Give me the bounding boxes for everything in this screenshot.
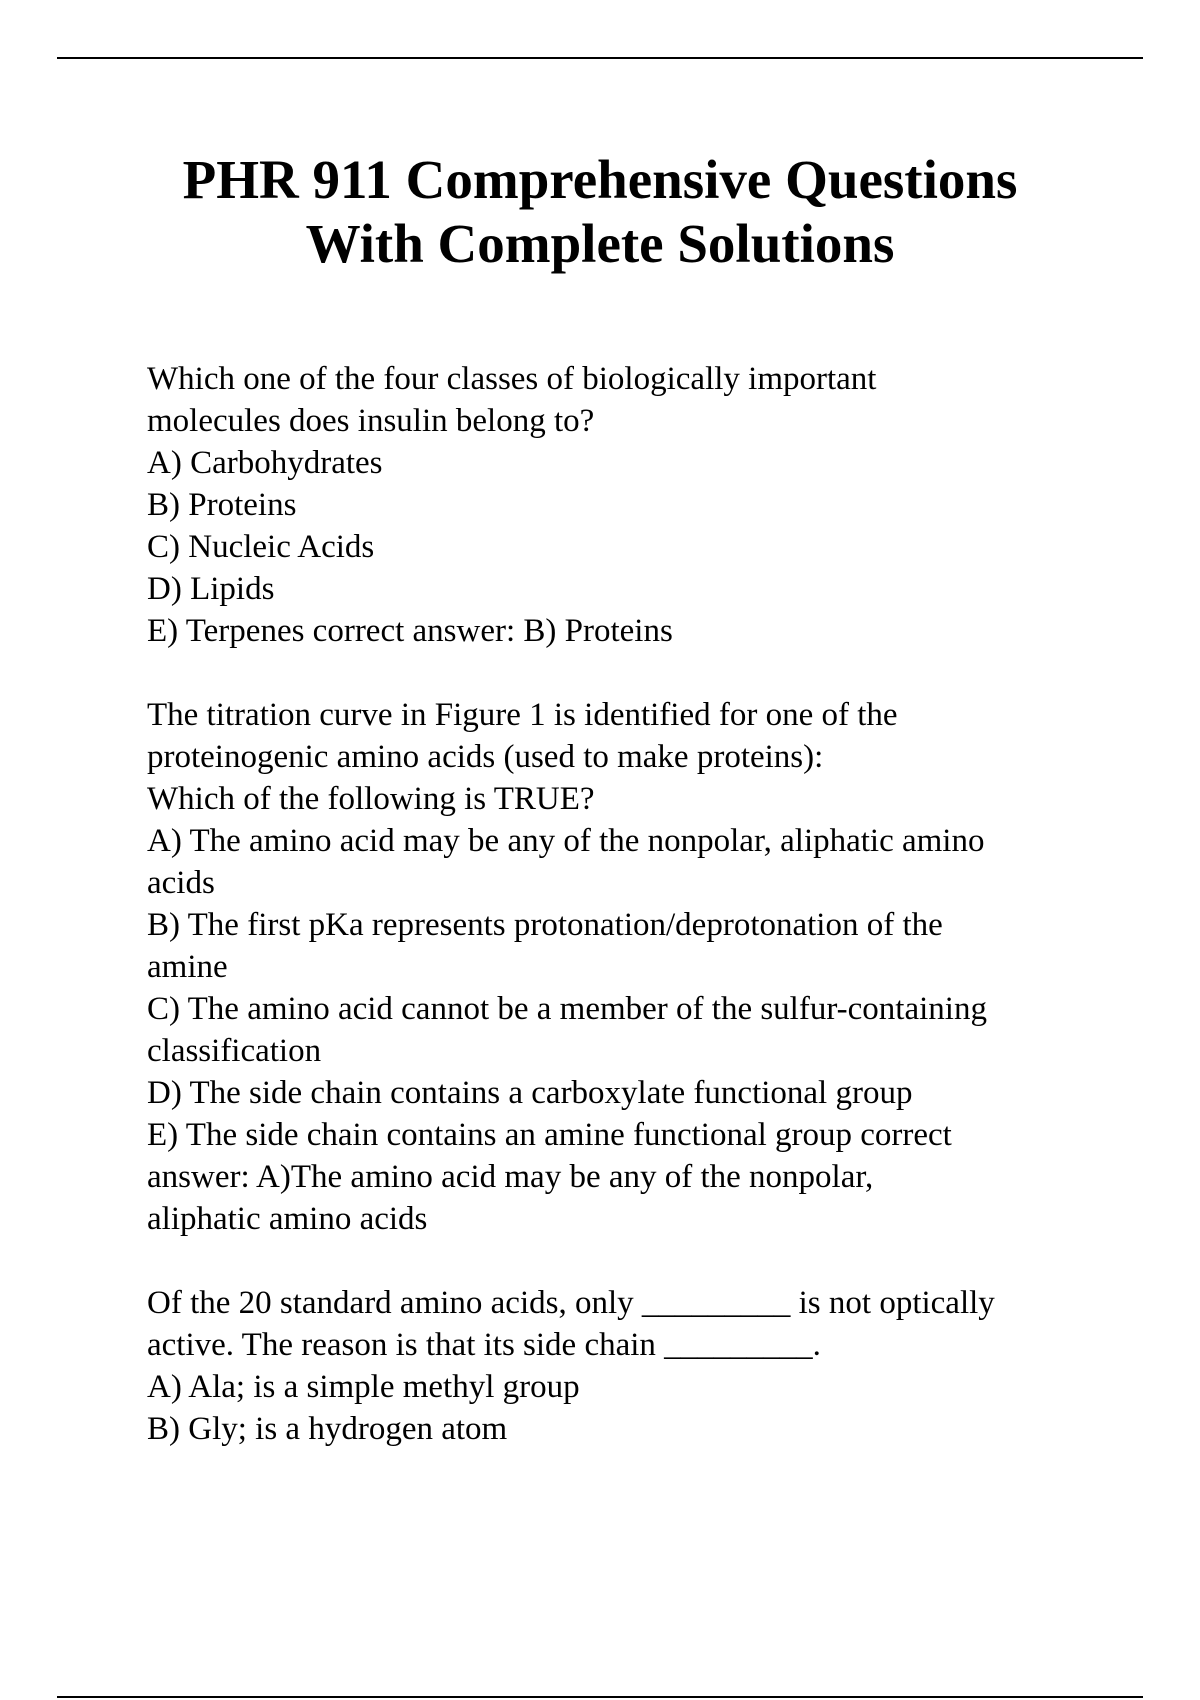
- question-2-option: amine: [147, 949, 228, 985]
- top-rule: [57, 57, 1143, 59]
- question-2-line: Which of the following is TRUE?: [147, 781, 595, 817]
- question-1-option: B) Proteins: [147, 487, 297, 523]
- question-3: [147, 1282, 1107, 1450]
- question-1-option-answer: E) Terpenes correct answer: B) Proteins: [147, 613, 673, 649]
- question-1-option: C) Nucleic Acids: [147, 529, 375, 565]
- question-2-line: The titration curve in Figure 1 is identified for one of the: [147, 697, 898, 733]
- question-1-line: molecules does insulin belong to?: [147, 403, 595, 439]
- question-1-option: A) Carbohydrates: [147, 445, 383, 481]
- question-2-option: classification: [147, 1033, 322, 1069]
- question-1-option: D) Lipids: [147, 571, 275, 607]
- question-2-answer: answer: A)The amino acid may be any of the nonpolar,: [147, 1159, 874, 1195]
- question-2-option: C) The amino acid cannot be a member of the sulfur-containing: [147, 991, 987, 1027]
- question-2-option: B) The first pKa represents protonation/deprotonation of the: [147, 907, 943, 943]
- bottom-rule: [57, 1696, 1143, 1698]
- document-body: [147, 358, 1107, 1492]
- question-2-answer: aliphatic amino acids: [147, 1201, 428, 1237]
- question-1-line: Which one of the four classes of biologically important: [147, 361, 877, 397]
- question-3-option: B) Gly; is a hydrogen atom: [147, 1411, 508, 1447]
- question-2-option: acids: [147, 865, 215, 901]
- question-2-option: D) The side chain contains a carboxylate functional group: [147, 1075, 913, 1111]
- question-3-option: A) Ala; is a simple methyl group: [147, 1369, 580, 1405]
- page-title: [0, 148, 1200, 276]
- question-2-option: A) The amino acid may be any of the nonpolar, aliphatic amino: [147, 823, 985, 859]
- page-title-line-2: With Complete Solutions: [305, 213, 895, 274]
- question-3-line: active. The reason is that its side chain _________.: [147, 1327, 821, 1363]
- page-title-line-1: PHR 911 Comprehensive Questions: [182, 149, 1018, 210]
- question-2-line: proteinogenic amino acids (used to make proteins):: [147, 739, 824, 775]
- question-2-option-answer: E) The side chain contains an amine functional group correct: [147, 1117, 952, 1153]
- question-1: [147, 358, 1107, 652]
- question-2: [147, 694, 1107, 1240]
- question-3-line: Of the 20 standard amino acids, only _________ is not optically: [147, 1285, 995, 1321]
